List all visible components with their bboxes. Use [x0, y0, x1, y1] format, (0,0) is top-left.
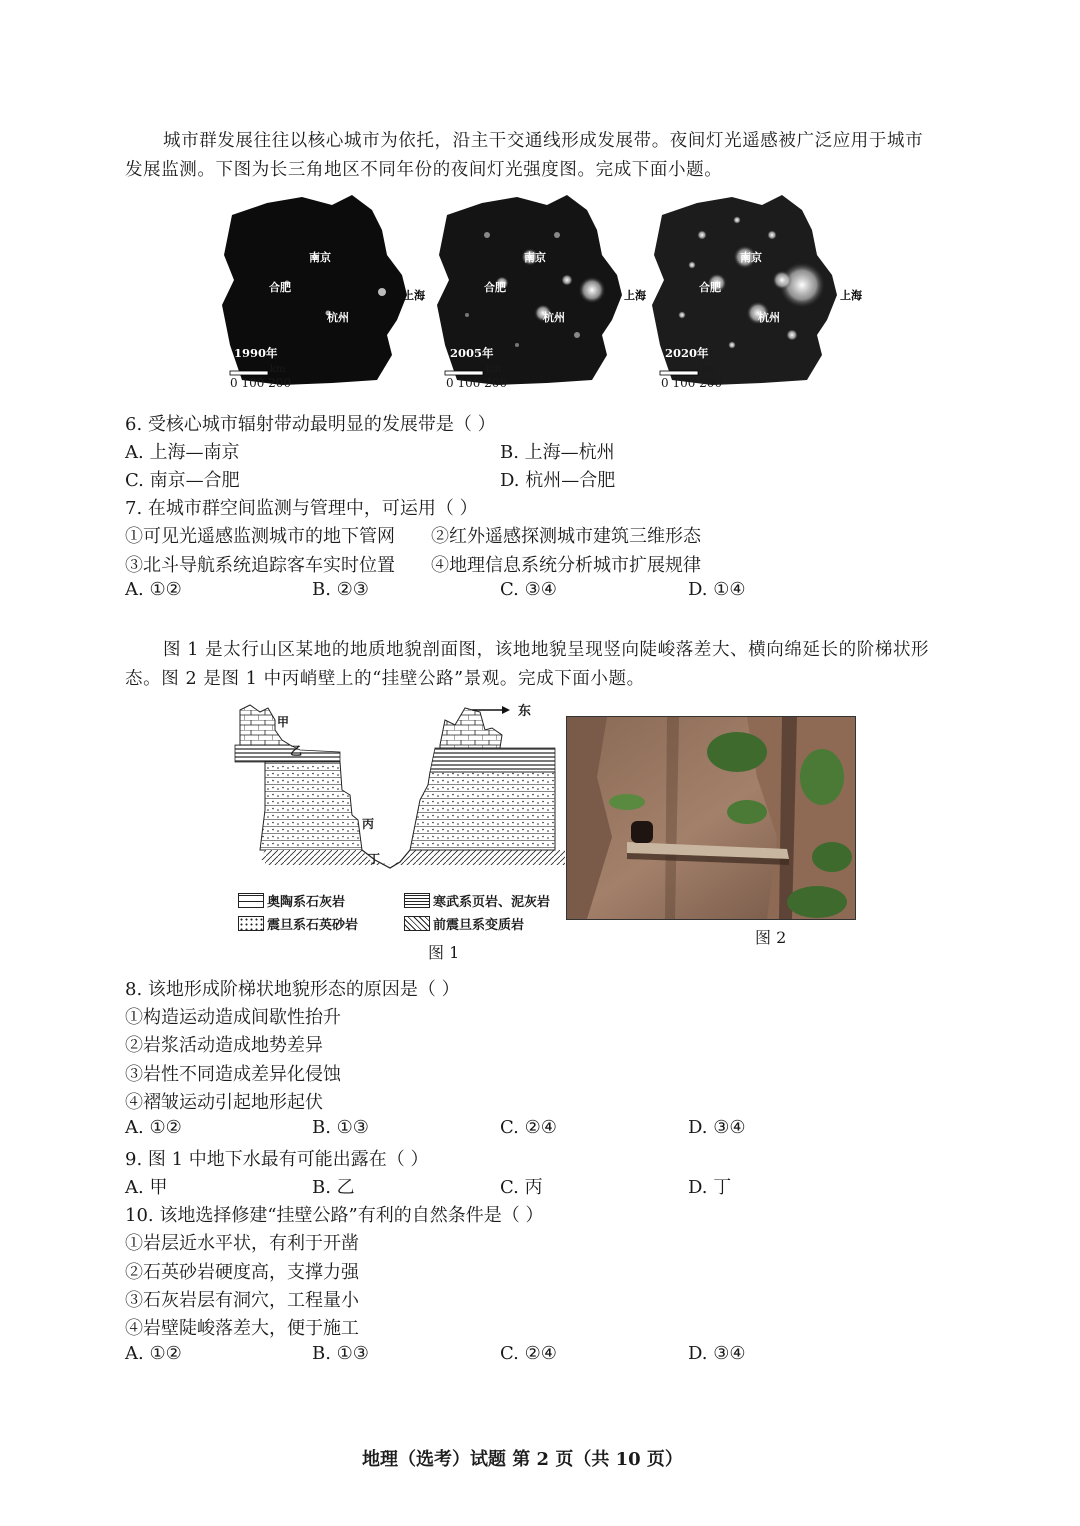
q10-option-a[interactable]: A. ①② [125, 1343, 182, 1364]
map1-scale: 0 100 200 [230, 376, 292, 390]
map2-nanjing-label: 南京 [524, 251, 546, 264]
q10-statement-4: ④岩壁陡峻落差大，便于施工 [125, 1318, 359, 1339]
east-label: 东 [518, 704, 532, 719]
map3-shanghai-label: 上海 [840, 289, 862, 302]
q9-option-c[interactable]: C. 丙 [500, 1177, 543, 1198]
label-jia: 甲 [277, 715, 290, 729]
map3-hefei-label: 合肥 [699, 281, 721, 294]
map3-nanjing-label: 南京 [740, 251, 762, 264]
legend-limestone-label: 奥陶系石灰岩 [267, 895, 346, 910]
cliff-road-photo-svg [567, 717, 855, 919]
map1-hefei-label: 合肥 [269, 281, 291, 294]
cross-section-svg [230, 700, 565, 920]
legend-sandstone-label: 震旦系石英砂岩 [267, 918, 359, 933]
map3-scale-unit: km [701, 364, 717, 375]
map1-year: 1990年 [234, 346, 278, 360]
q8-statement-1: ①构造运动造成间歇性抬升 [125, 1007, 341, 1028]
q7-statement-2: ②红外遥感探测城市建筑三维形态 [431, 526, 701, 547]
map3-year: 2020年 [665, 346, 709, 360]
map1-nanjing-label: 南京 [309, 251, 331, 264]
legend-shale-label: 寒武系页岩、泥灰岩 [433, 895, 551, 910]
intro1-line2: 发展监测。下图为长三角地区不同年份的夜间灯光强度图。完成下面小题。 [125, 160, 723, 180]
q9-option-b[interactable]: B. 乙 [312, 1177, 355, 1198]
intro2-line1: 图 1 是太行山区某地的地质地貌剖面图，该地地貌呈现竖向陡峻落差大、横向绵延长的阶梯状形 [163, 640, 930, 660]
map2-scale-unit: km [486, 364, 502, 375]
map2-scale: 0 100 200 [446, 376, 508, 390]
q7-statement-1: ①可见光遥感监测城市的地下管网 [125, 526, 395, 547]
night-light-maps-svg [212, 185, 862, 395]
q10-statement-2: ②石英砂岩硬度高，支撑力强 [125, 1262, 359, 1283]
map3-hangzhou-label: 杭州 [758, 311, 780, 324]
q10-statement-1: ①岩层近水平状，有利于开凿 [125, 1233, 359, 1254]
q10-statement-3: ③石灰岩层有洞穴，工程量小 [125, 1290, 359, 1311]
intro2-line2: 态。图 2 是图 1 中丙峭壁上的“挂壁公路”景观。完成下面小题。 [125, 669, 645, 689]
q9-option-a[interactable]: A. 甲 [125, 1177, 168, 1198]
left-block [235, 705, 370, 860]
q7-statement-3: ③北斗导航系统追踪客车实时位置 [125, 555, 395, 576]
map1-scale-unit: km [270, 364, 286, 375]
q7-stem: 7. 在城市群空间监测与管理中，可运用（ ） [125, 498, 478, 519]
q8-option-d[interactable]: D. ③④ [688, 1117, 746, 1138]
legend-metamorphic-swatch [404, 916, 430, 931]
page-footer: 地理（选考）试题 第 2 页（共 10 页） [362, 1449, 683, 1470]
label-ding: 丁 [368, 852, 381, 866]
q6-option-c[interactable]: C. 南京—合肥 [125, 470, 240, 491]
q6-option-a[interactable]: A. 上海—南京 [125, 442, 240, 463]
q8-statement-4: ④褶皱运动引起地形起伏 [125, 1092, 323, 1113]
legend-shale-swatch [404, 893, 430, 908]
map2-shanghai-label: 上海 [624, 289, 646, 302]
q9-stem: 9. 图 1 中地下水最有可能出露在（ ） [125, 1149, 429, 1170]
q8-statement-2: ②岩浆活动造成地势差异 [125, 1035, 323, 1056]
q6-option-b[interactable]: B. 上海—杭州 [500, 442, 615, 463]
night-light-maps [212, 185, 862, 395]
q10-option-d[interactable]: D. ③④ [688, 1343, 746, 1364]
figure1-caption: 图 1 [428, 943, 460, 962]
q9-option-d[interactable]: D. 丁 [688, 1177, 732, 1198]
q7-option-c[interactable]: C. ③④ [500, 579, 557, 600]
q7-option-d[interactable]: D. ①④ [688, 579, 746, 600]
map3-scale: 0 100 200 [661, 376, 723, 390]
map2-hefei-label: 合肥 [484, 281, 506, 294]
q6-option-d[interactable]: D. 杭州—合肥 [500, 470, 616, 491]
q7-statement-4: ④地理信息系统分析城市扩展规律 [431, 555, 701, 576]
label-bing: 丙 [362, 817, 375, 831]
legend-metamorphic-label: 前震旦系变质岩 [433, 918, 525, 933]
right-block [410, 708, 555, 850]
q7-option-b[interactable]: B. ②③ [312, 579, 369, 600]
q8-option-b[interactable]: B. ①③ [312, 1117, 369, 1138]
q10-option-c[interactable]: C. ②④ [500, 1343, 557, 1364]
legend-sandstone-swatch [238, 916, 264, 931]
q7-option-a[interactable]: A. ①② [125, 579, 182, 600]
map1-hangzhou-label: 杭州 [327, 311, 349, 324]
map2-year: 2005年 [450, 346, 494, 360]
intro1-line1: 城市群发展往往以核心城市为依托，沿主干交通线形成发展带。夜间灯光遥感被广泛应用于城市 [163, 131, 924, 151]
map2-hangzhou-label: 杭州 [543, 311, 565, 324]
q8-stem: 8. 该地形成阶梯状地貌形态的原因是（ ） [125, 979, 460, 1000]
q10-option-b[interactable]: B. ①③ [312, 1343, 369, 1364]
q8-option-a[interactable]: A. ①② [125, 1117, 182, 1138]
legend-limestone-swatch [238, 893, 264, 908]
q10-stem: 10. 该地选择修建“挂壁公路”有利的自然条件是（ ） [125, 1205, 544, 1226]
figure2-caption: 图 2 [755, 928, 787, 947]
q8-statement-3: ③岩性不同造成差异化侵蚀 [125, 1064, 341, 1085]
map1-shanghai-label: 上海 [403, 289, 425, 302]
figure1-cross-section [230, 700, 565, 920]
q6-stem: 6. 受核心城市辐射带动最明显的发展带是（ ） [125, 414, 496, 435]
q8-option-c[interactable]: C. ②④ [500, 1117, 557, 1138]
figure2-photo [566, 716, 856, 920]
label-yi: 乙 [290, 744, 303, 758]
